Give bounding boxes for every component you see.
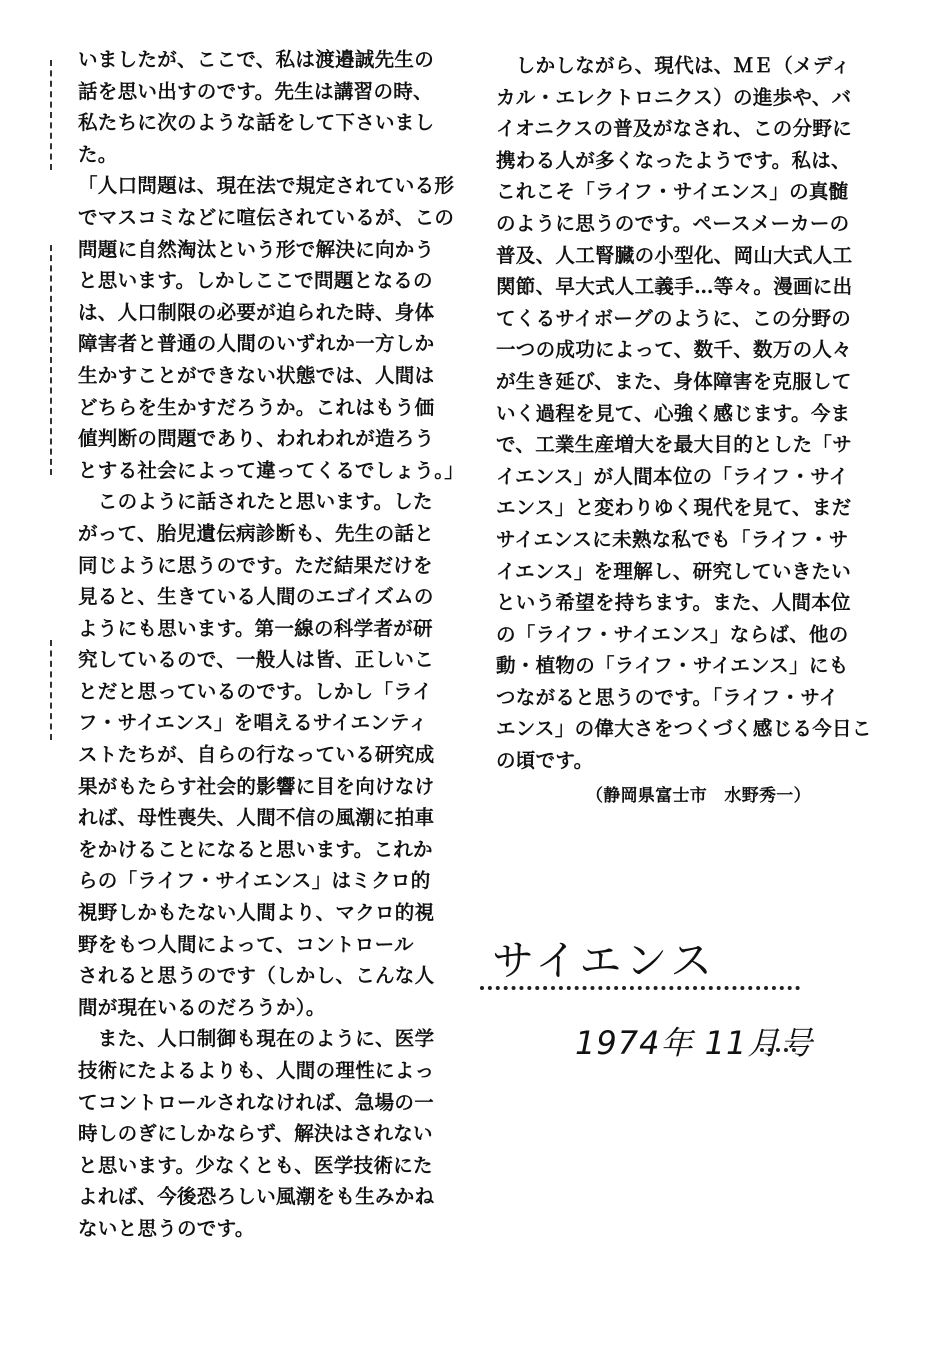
text-line: 生かすことができない状態では、人間は — [78, 363, 435, 387]
text-line: は、人口制限の必要が迫られた時、身体 — [78, 300, 435, 324]
text-line: しかしながら、現代は、ＭＥ（メディ — [496, 54, 851, 77]
text-line: また、人口制御も現在のように、医学 — [78, 1027, 435, 1051]
text-line: つながると思うのです。「ライフ・サイ — [496, 685, 839, 709]
text-line: でマスコミなどに喧伝されているが、この — [78, 205, 455, 229]
text-line: 「人口問題は、現在法で規定されている形 — [78, 174, 455, 198]
text-line: いく過程を見て、心強く感じます。今ま — [496, 401, 851, 425]
text-line: いましたが、ここで、私は渡邉誠先生の — [78, 48, 435, 71]
text-line: 問題に自然淘汰という形で解決に向かう — [78, 237, 435, 261]
text-line: の頃です。 — [496, 749, 594, 773]
right-text-lines — [496, 50, 872, 777]
text-line: 視野しかもたない人間より、マクロ的視 — [78, 901, 435, 925]
text-line: 私たちに次のような話をして下さいまし — [78, 111, 435, 135]
text-line: 障害者と普通の人間のいずれか一方しか — [78, 332, 435, 356]
margin-mark — [50, 245, 55, 475]
text-line: とする社会によって違ってくるでしょう。」 — [78, 458, 465, 482]
text-line: の「ライフ・サイエンス」ならば、他の — [496, 622, 849, 646]
text-line: どちらを生かすだろうか。これはもう価 — [78, 395, 435, 419]
text-line: のように思うのです。ペースメーカーの — [496, 211, 850, 235]
text-line: 間が現在いるのだろうか）。 — [78, 995, 326, 1019]
text-line: エンス」と変わりゆく現代を見て、まだ — [496, 496, 852, 520]
text-line: エンス」の偉大さをつくづく感じる今日こ — [496, 717, 872, 741]
text-line: これこそ「ライフ・サイエンス」の真髄 — [496, 180, 849, 204]
text-line: れば、母性喪失、人間不信の風潮に拍車 — [78, 806, 435, 830]
text-line: ストたちが、自らの行なっている研究成 — [78, 743, 435, 767]
text-line: 話を思い出すのです。先生は講習の時、 — [78, 79, 433, 103]
text-line: がって、胎児遺伝病診断も、先生の話と — [78, 521, 435, 545]
text-line: 動・植物の「ライフ・サイエンス」にも — [496, 654, 849, 678]
text-line: よれば、今後恐ろしい風潮をも生みかね — [78, 1185, 435, 1209]
text-line: サイエンスに未熟な私でも「ライフ・サ — [496, 527, 849, 551]
trailing-dots — [760, 1048, 796, 1052]
text-line: このように話されたと思います。した — [78, 490, 433, 514]
text-line: てくるサイボーグのように、この分野の — [496, 306, 852, 330]
text-line: と思います。少なくとも、医学技術にた — [78, 1153, 433, 1177]
dotted-underline — [480, 986, 800, 990]
text-line: 値判断の問題であり、われわれが造ろう — [78, 427, 435, 451]
text-line: 見ると、生きている人間のエゴイズムの — [78, 585, 434, 609]
text-line: イオニクスの普及がなされ、この分野に — [496, 117, 853, 141]
right-text-column — [496, 50, 872, 812]
text-line: 普及、人工腎臓の小型化、岡山大式人工 — [496, 243, 853, 267]
text-line: らの「ライフ・サイエンス」はミクロ的 — [78, 869, 431, 893]
text-line: と思います。しかしここで問題となるの — [78, 269, 433, 293]
text-line: 果がもたらす社会的影響に目を向けなけ — [78, 774, 435, 798]
text-line: 一つの成功によって、数千、数万の人々 — [496, 338, 853, 362]
text-line: イエンス」を理解し、研究していきたい — [496, 559, 852, 583]
left-text-column — [78, 44, 465, 1245]
text-line: 究しているので、一般人は皆、正しいこ — [78, 648, 435, 672]
text-line: が生き延び、また、身体障害を克服して — [496, 369, 852, 393]
issue-date-stamp: 1974年 11月号 — [575, 1024, 814, 1062]
text-line: 技術にたよるよりも、人間の理性によっ — [78, 1059, 435, 1082]
text-line: とだと思っているのです。しかし「ライ — [78, 679, 433, 703]
author-signature: （静岡県富士市 水野秀一） — [586, 785, 811, 806]
text-line: されると思うのです（しかし、こんな人 — [78, 964, 435, 988]
text-line: てコントロールされなければ、急場の一 — [78, 1090, 435, 1114]
text-line: イエンス」が人間本位の「ライフ・サイ — [496, 464, 849, 488]
text-line: 関節、早大式人工義手…等々。漫画に出 — [496, 275, 853, 299]
text-line: た。 — [78, 142, 118, 166]
text-line: 野をもつ人間によって、コントロール — [78, 932, 414, 956]
margin-mark — [50, 640, 55, 740]
text-line: 携わる人が多くなったようです。私は、 — [496, 148, 851, 172]
text-line: カル・エレクトロニクス）の進歩や、バ — [496, 85, 852, 109]
magazine-title-stamp: サイエンス — [492, 936, 717, 985]
text-line: ようにも思います。第一線の科学者が研 — [78, 616, 433, 640]
margin-mark — [50, 60, 55, 170]
text-line: 時しのぎにしかならず、解決はされない — [78, 1122, 433, 1146]
text-line: フ・サイエンス」を唱えるサイエンティ — [78, 711, 428, 735]
text-line: で、工業生産増大を最大目的とした「サ — [496, 433, 853, 457]
text-line: という希望を持ちます。また、人間本位 — [496, 591, 851, 615]
text-line: ないと思うのです。 — [78, 1216, 255, 1240]
text-line: 同じように思うのです。ただ結果だけを — [78, 553, 433, 577]
text-line: をかけることになると思います。これか — [78, 837, 433, 861]
